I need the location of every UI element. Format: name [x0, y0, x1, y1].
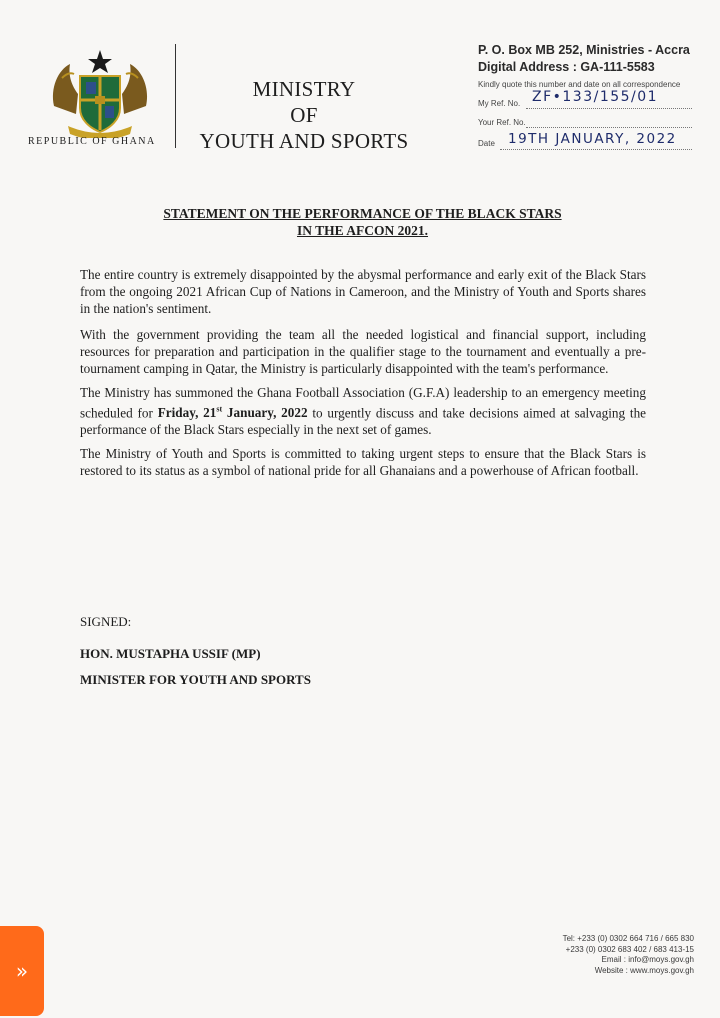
ministry-line-2: OF	[290, 103, 318, 127]
your-ref-label: Your Ref. No.	[478, 118, 526, 127]
meeting-date-month: January, 2022	[222, 405, 308, 421]
double-chevron-right-icon: »	[15, 959, 29, 983]
po-box: P. O. Box MB 252, Ministries - Accra	[478, 43, 690, 57]
meeting-date-day: Friday, 21	[157, 405, 217, 421]
paragraph-3-text-b: to urgently discuss and take decisions aimed at salvaging the performance of the Black Stars especially in the next set of games.	[80, 405, 647, 438]
meeting-date-suffix: st	[216, 405, 223, 414]
paragraph-2: With the government providing the team all the needed logistical and financial support, including resources for preparation and participation in the qualifier stage to the tournament and eventually a pre-tournament camping in Qatar, the Ministry is particularly disappointed with the team's performance.	[80, 327, 646, 376]
meeting-date-bold	[158, 405, 308, 420]
header-divider	[175, 44, 176, 148]
signatory-name: HON. MUSTAPHA USSIF (MP)	[80, 646, 261, 661]
signatory-position: MINISTER FOR YOUTH AND SPORTS	[80, 672, 311, 687]
republic-of-ghana-label: REPUBLIC OF GHANA	[28, 136, 156, 147]
my-ref-value: ZF•133/155/01	[532, 89, 659, 105]
digital-address: Digital Address : GA-111-5583	[478, 60, 655, 74]
title-line-2: IN THE AFCON 2021.	[296, 223, 429, 238]
date-label: Date	[478, 139, 495, 148]
quote-note: Kindly quote this number and date on all correspondence	[478, 80, 681, 89]
ministry-line-3: YOUTH AND SPORTS	[199, 129, 409, 153]
paragraph-3-text-a: The Ministry has summoned the Ghana Football Association (G.F.A) leadership to an emergency meeting scheduled for	[80, 385, 646, 421]
contact-details	[563, 934, 694, 976]
postal-address	[478, 42, 690, 76]
date-value: 19TH JANUARY, 2022	[508, 131, 677, 147]
paragraph-3	[80, 384, 646, 438]
website: Website : www.moys.gov.gh	[594, 965, 694, 975]
paragraph-1: The entire country is extremely disappointed by the abysmal performance and early exit of the Black Stars from the ongoing 2021 African Cup of Nations in Cameroon, and the Ministry of Youth and Sports shares in the nation's sentiment.	[80, 267, 646, 316]
ministry-name	[186, 76, 422, 154]
signed-label: SIGNED:	[80, 614, 132, 629]
statement-body	[80, 266, 646, 486]
ministry-line-1: MINISTRY	[252, 77, 356, 101]
my-ref-label: My Ref. No.	[478, 99, 521, 108]
next-page-button[interactable]	[0, 926, 44, 1016]
your-ref-line	[526, 127, 692, 128]
telephone-1: Tel: +233 (0) 0302 664 716 / 665 830	[562, 934, 694, 943]
date-line	[500, 149, 692, 150]
my-ref-line	[526, 108, 692, 109]
title-line-1: STATEMENT ON THE PERFORMANCE OF THE BLACK STARS	[163, 206, 562, 221]
ghana-coat-of-arms-icon	[40, 48, 160, 138]
signatory-block	[80, 641, 311, 693]
paragraph-4: The Ministry of Youth and Sports is committed to taking urgent steps to ensure that the Black Stars is restored to its status as a symbol of national pride for all Ghanaians and a powerhouse of African football.	[80, 446, 646, 479]
statement-title	[80, 205, 645, 239]
telephone-2: +233 (0) 0302 683 402 / 683 413-15	[565, 944, 694, 954]
email: Email : info@moys.gov.gh	[601, 955, 694, 964]
